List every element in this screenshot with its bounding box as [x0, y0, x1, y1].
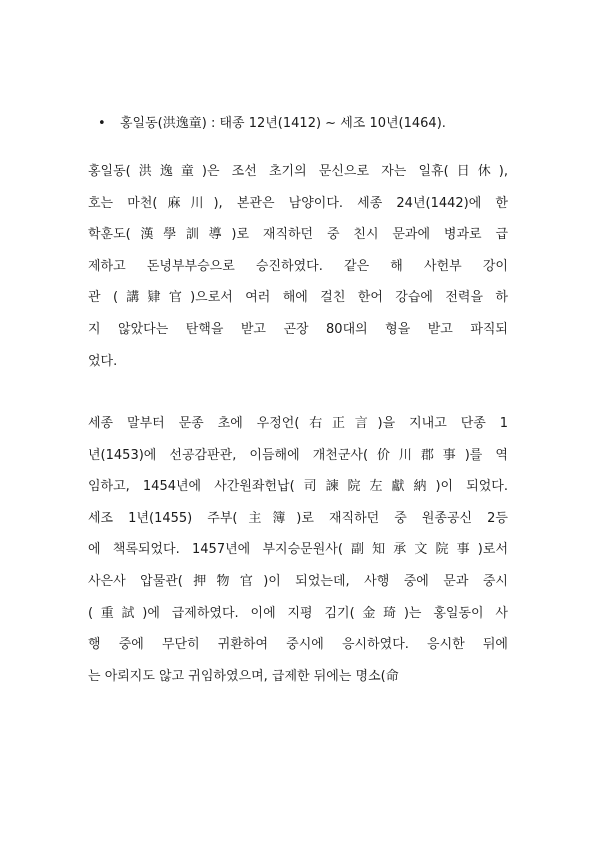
paragraph-line: 에 책록되었다. 1457년에 부지승문원사(副知承文院事)로서 [88, 542, 508, 558]
paragraph-line: 학훈도(漢學訓導)로 재직하던 중 친시 문과에 병과로 급 [88, 227, 508, 243]
paragraph-line: 홍일동(洪逸童)은 조선 초기의 문신으로 자는 일휴(日休), [88, 164, 508, 179]
paragraph-line: 는 아뢰지도 않고 귀임하였으며, 급제한 뒤에는 명소(命 [88, 668, 399, 684]
heading-bullet-item [98, 114, 518, 134]
paragraph-line: 지 않았다는 탄핵을 받고 곤장 80대의 형을 받고 파직되 [88, 321, 508, 337]
bullet-marker: • [98, 116, 106, 131]
paragraph-line: 었다. [88, 353, 118, 369]
paragraph-line: 관 (講肄官)으로서 여러 해에 걸친 한어 강습에 전력을 하 [88, 290, 508, 306]
paragraph-line: 년(1453)에 선공감판관, 이듬해에 개천군사(价川郡事)를 역 [88, 447, 508, 463]
paragraph-line: 제하고 돈녕부부승으로 승진하였다. 같은 해 사헌부 강이 [88, 258, 508, 274]
paragraph-2 [88, 414, 508, 698]
paragraph-line: 세조 1년(1455) 주부(主簿)로 재직하던 중 원종공신 2등 [88, 510, 508, 526]
heading-text: 홍일동(洪逸童) : 태종 12년(1412) ~ 세조 10년(1464). [120, 116, 446, 131]
paragraph-line: 임하고, 1454년에 사간원좌헌납(司諫院左獻納)이 되었다. [88, 479, 508, 495]
paragraph-line: 호는 마천(麻川), 본관은 남양이다. 세종 24년(1442)에 한 [88, 195, 508, 211]
paragraph-line: 행 중에 무단히 귀환하여 중시에 응시하였다. 응시한 뒤에 [88, 637, 508, 653]
paragraph-1 [88, 162, 508, 383]
paragraph-line: 사은사 압물관(押物官)이 되었는데, 사행 중에 문과 중시 [88, 573, 508, 589]
paragraph-line: (重試)에 급제하였다. 이에 지평 김기(金琦)는 홍일동이 사 [88, 605, 508, 621]
paragraph-line: 세종 말부터 문종 초에 우정언(右正言)을 지내고 단종 1 [88, 416, 508, 431]
